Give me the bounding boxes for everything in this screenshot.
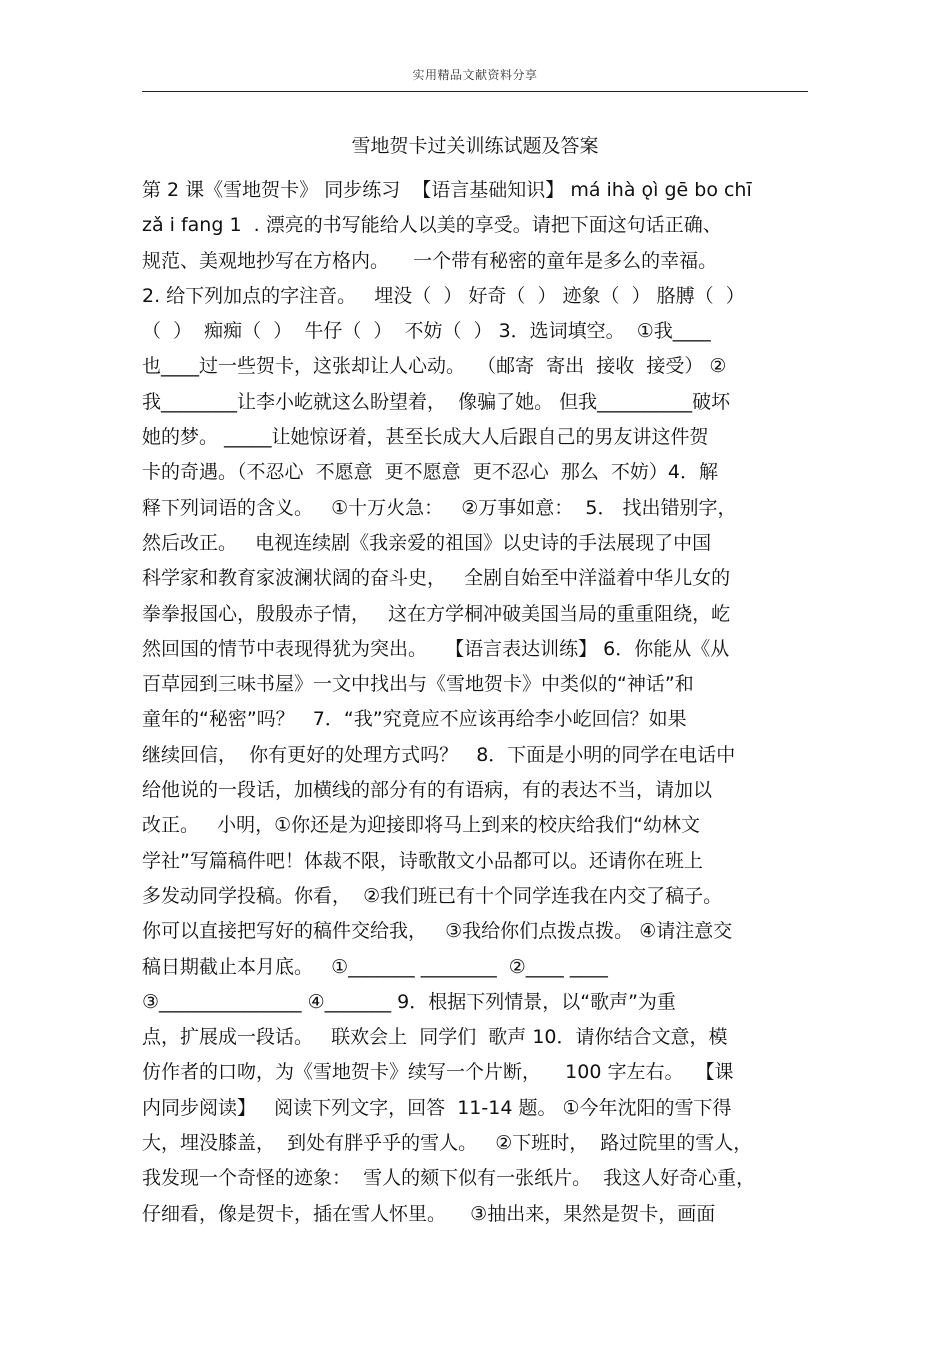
body-line: 百草园到三味书屋》一文中找出与《雪地贺卡》中类似的“神话”和 [142,673,694,696]
body-line: 卡的奇遇。（不忍心 不愿意 更不愿意 更不忍心 那么 不妨）4．解 [142,461,718,484]
body-line: 多发动同学投稿。你看， ②我们班已有十个同学连我在内交了稿子。 [142,884,723,907]
body-line: ③_______________ ④_______ 9．根据下列情景，以“歌声”为重 [142,990,676,1013]
header-text: 实用精品文献资料分享 [412,68,538,82]
header-divider [142,91,808,92]
body-line: 2. 给下列加点的字注音。 埋没（ ） 好奇（ ） 迹象（ ） 胳膊（ ） [142,284,745,307]
body-line: 我发现一个奇怪的迹象： 雪人的颏下似有一张纸片。 我这人好奇心重， [142,1167,756,1190]
body-line: 学社”写篇稿件吧！体裁不限，诗歌散文小品都可以。还请你在班上 [142,849,703,872]
body-line: 仿作者的口吻，为《雪地贺卡》续写一个片断， 100 字左右。 【课 [142,1061,734,1084]
document-body [142,173,812,1232]
body-line: 点，扩展成一段话。 联欢会上 同学们 歌声 10．请你结合文意，模 [142,1026,728,1049]
body-line: 拳拳报国心，殷殷赤子情， 这在方学桐冲破美国当局的重重阻绕，屹 [142,602,731,625]
body-line: 给他说的一段话，加横线的部分有的有语病，有的表达不当，请加以 [142,779,713,802]
body-line: 释下列词语的含义。 ①十万火急： ②万事如意： 5． 找出错别字， [142,496,737,519]
body-line: 我________让李小屹就这么盼望着， 像骗了她。 但我__________破坏 [142,390,731,413]
body-line: 然后改正。 电视连续剧《我亲爱的祖国》以史诗的手法展现了中国 [142,531,712,554]
body-line: 大，埋没膝盖， 到处有胖乎乎的雪人。 ②下班时， 路过院里的雪人， [142,1132,753,1155]
body-line: （ ） 痴痴（ ） 牛仔（ ） 不妨（ ） 3．选词填空。 ①我____ [142,320,711,343]
body-line: 然回国的情节中表现得犹为突出。 【语言表达训练】 6．你能从《从 [142,637,730,660]
body-line: 你可以直接把写好的稿件交给我， ③我给你们点拨点拨。 ④请注意交 [142,920,733,943]
body-line: 改正。 小明，①你还是为迎接即将马上到来的校庆给我们“幼林文 [142,814,700,837]
body-line: zǎ i fang 1 . 漂亮的书写能给人以美的享受。请把下面这句话正确、 [142,214,722,237]
body-line: 内同步阅读】 阅读下列文字，回答 11-14 题。 ①今年沈阳的雪下得 [142,1096,732,1119]
body-line: 童年的“秘密”吗？ 7．“我”究竟应不应该再给李小屹回信？如果 [142,708,687,731]
body-line: 规范、美观地抄写在方格内。 一个带有秘密的童年是多么的幸福。 [142,249,718,272]
body-line: 稿日期截止本月底。 ①_______ ________ ②____ ____ [142,955,608,978]
body-line: 也____过一些贺卡，这张却让人心动。 （邮寄 寄出 接收 接受） ② [142,355,727,378]
body-line: 继续回信， 你有更好的处理方式吗？ 8．下面是小明的同学在电话中 [142,743,736,766]
body-line: 第 2 课《雪地贺卡》 同步练习 【语言基础知识】 má ihà ǫì gē bo chī [142,179,752,201]
body-line: 仔细看，像是贺卡，插在雪人怀里。 ③抽出来，果然是贺卡，画面 [142,1202,716,1225]
document-title: 雪地贺卡过关训练试题及答案 [351,135,599,157]
body-line: 科学家和教育家波澜状阔的奋斗史， 全剧自始至中洋溢着中华儿女的 [142,567,731,590]
body-line: 她的梦。 _____让她惊讶着，甚至长成大人后跟自己的男友讲这件贺 [142,426,709,449]
